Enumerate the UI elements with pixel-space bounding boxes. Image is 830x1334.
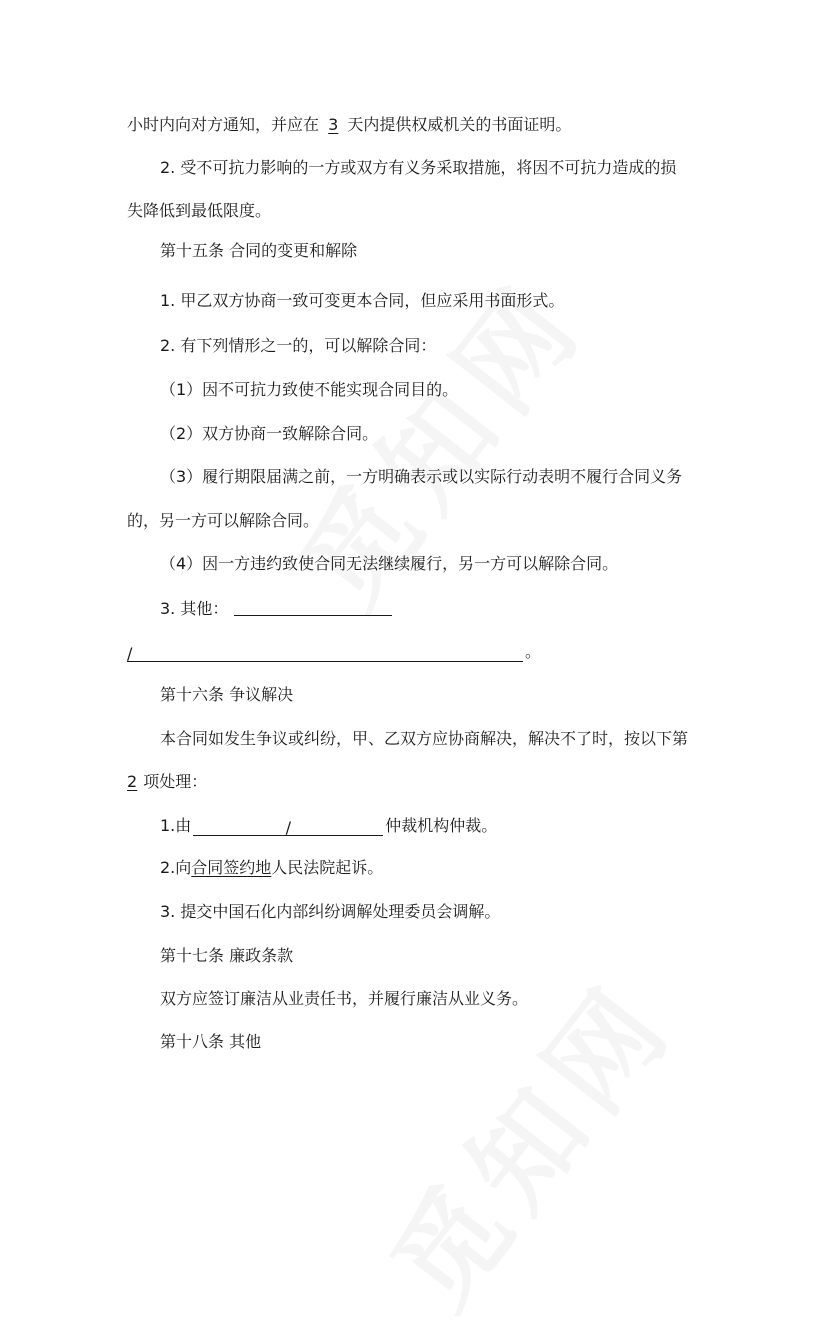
fill-in-blank: / [193, 817, 383, 836]
paragraph-line: 3. 提交中国石化内部纠纷调解处理委员会调解。 [160, 902, 501, 921]
option-number: 2 [127, 772, 138, 791]
days-value: 3 [328, 115, 339, 134]
paragraph-line: 1.由 / 仲裁机构仲裁。 [160, 816, 498, 837]
paragraph-line: 2. 有下列情形之一的，可以解除合同： [160, 336, 437, 355]
paragraph-line: （3）履行期限届满之前，一方明确表示或以实际行动表明不履行合同义务 [160, 467, 683, 486]
section-heading: 第十五条 合同的变更和解除 [160, 241, 358, 260]
paragraph-line: （4）因一方违约致使合同无法继续履行，另一方可以解除合同。 [160, 554, 619, 573]
section-heading: 第十六条 争议解决 [160, 685, 294, 704]
paragraph-line: 2 项处理： [127, 772, 208, 791]
paragraph-line: 2.向合同签约地人民法院起诉。 [160, 858, 384, 877]
paragraph-line: 3. 其他： [160, 597, 392, 620]
paragraph-line: 双方应签订廉洁从业责任书，并履行廉洁从业义务。 [160, 989, 529, 1008]
paragraph-line: 的，另一方可以解除合同。 [127, 511, 320, 530]
paragraph-line: 失降低到最低限度。 [127, 201, 272, 220]
paragraph-line: / 。 [127, 642, 542, 663]
paragraph-line: 2. 受不可抗力影响的一方或双方有义务采取措施，将因不可抗力造成的损 [160, 158, 677, 177]
paragraph-line: 小时内向对方通知，并应在 3 天内提供权威机关的书面证明。 [127, 115, 572, 134]
section-heading: 第十七条 廉政条款 [160, 946, 294, 965]
section-heading: 第十八条 其他 [160, 1032, 262, 1051]
court-location: 合同签约地 [191, 858, 272, 877]
fill-in-blank [234, 597, 392, 616]
paragraph-line: （2）双方协商一致解除合同。 [160, 424, 379, 443]
paragraph-line: 本合同如发生争议或纠纷，甲、乙双方应协商解决，解决不了时，按以下第 [160, 729, 689, 748]
paragraph-line: 1. 甲乙双方协商一致可变更本合同，但应采用书面形式。 [160, 291, 565, 310]
paragraph-line: （1）因不可抗力致使不能实现合同目的。 [160, 380, 459, 399]
fill-in-blank: / [127, 643, 523, 662]
